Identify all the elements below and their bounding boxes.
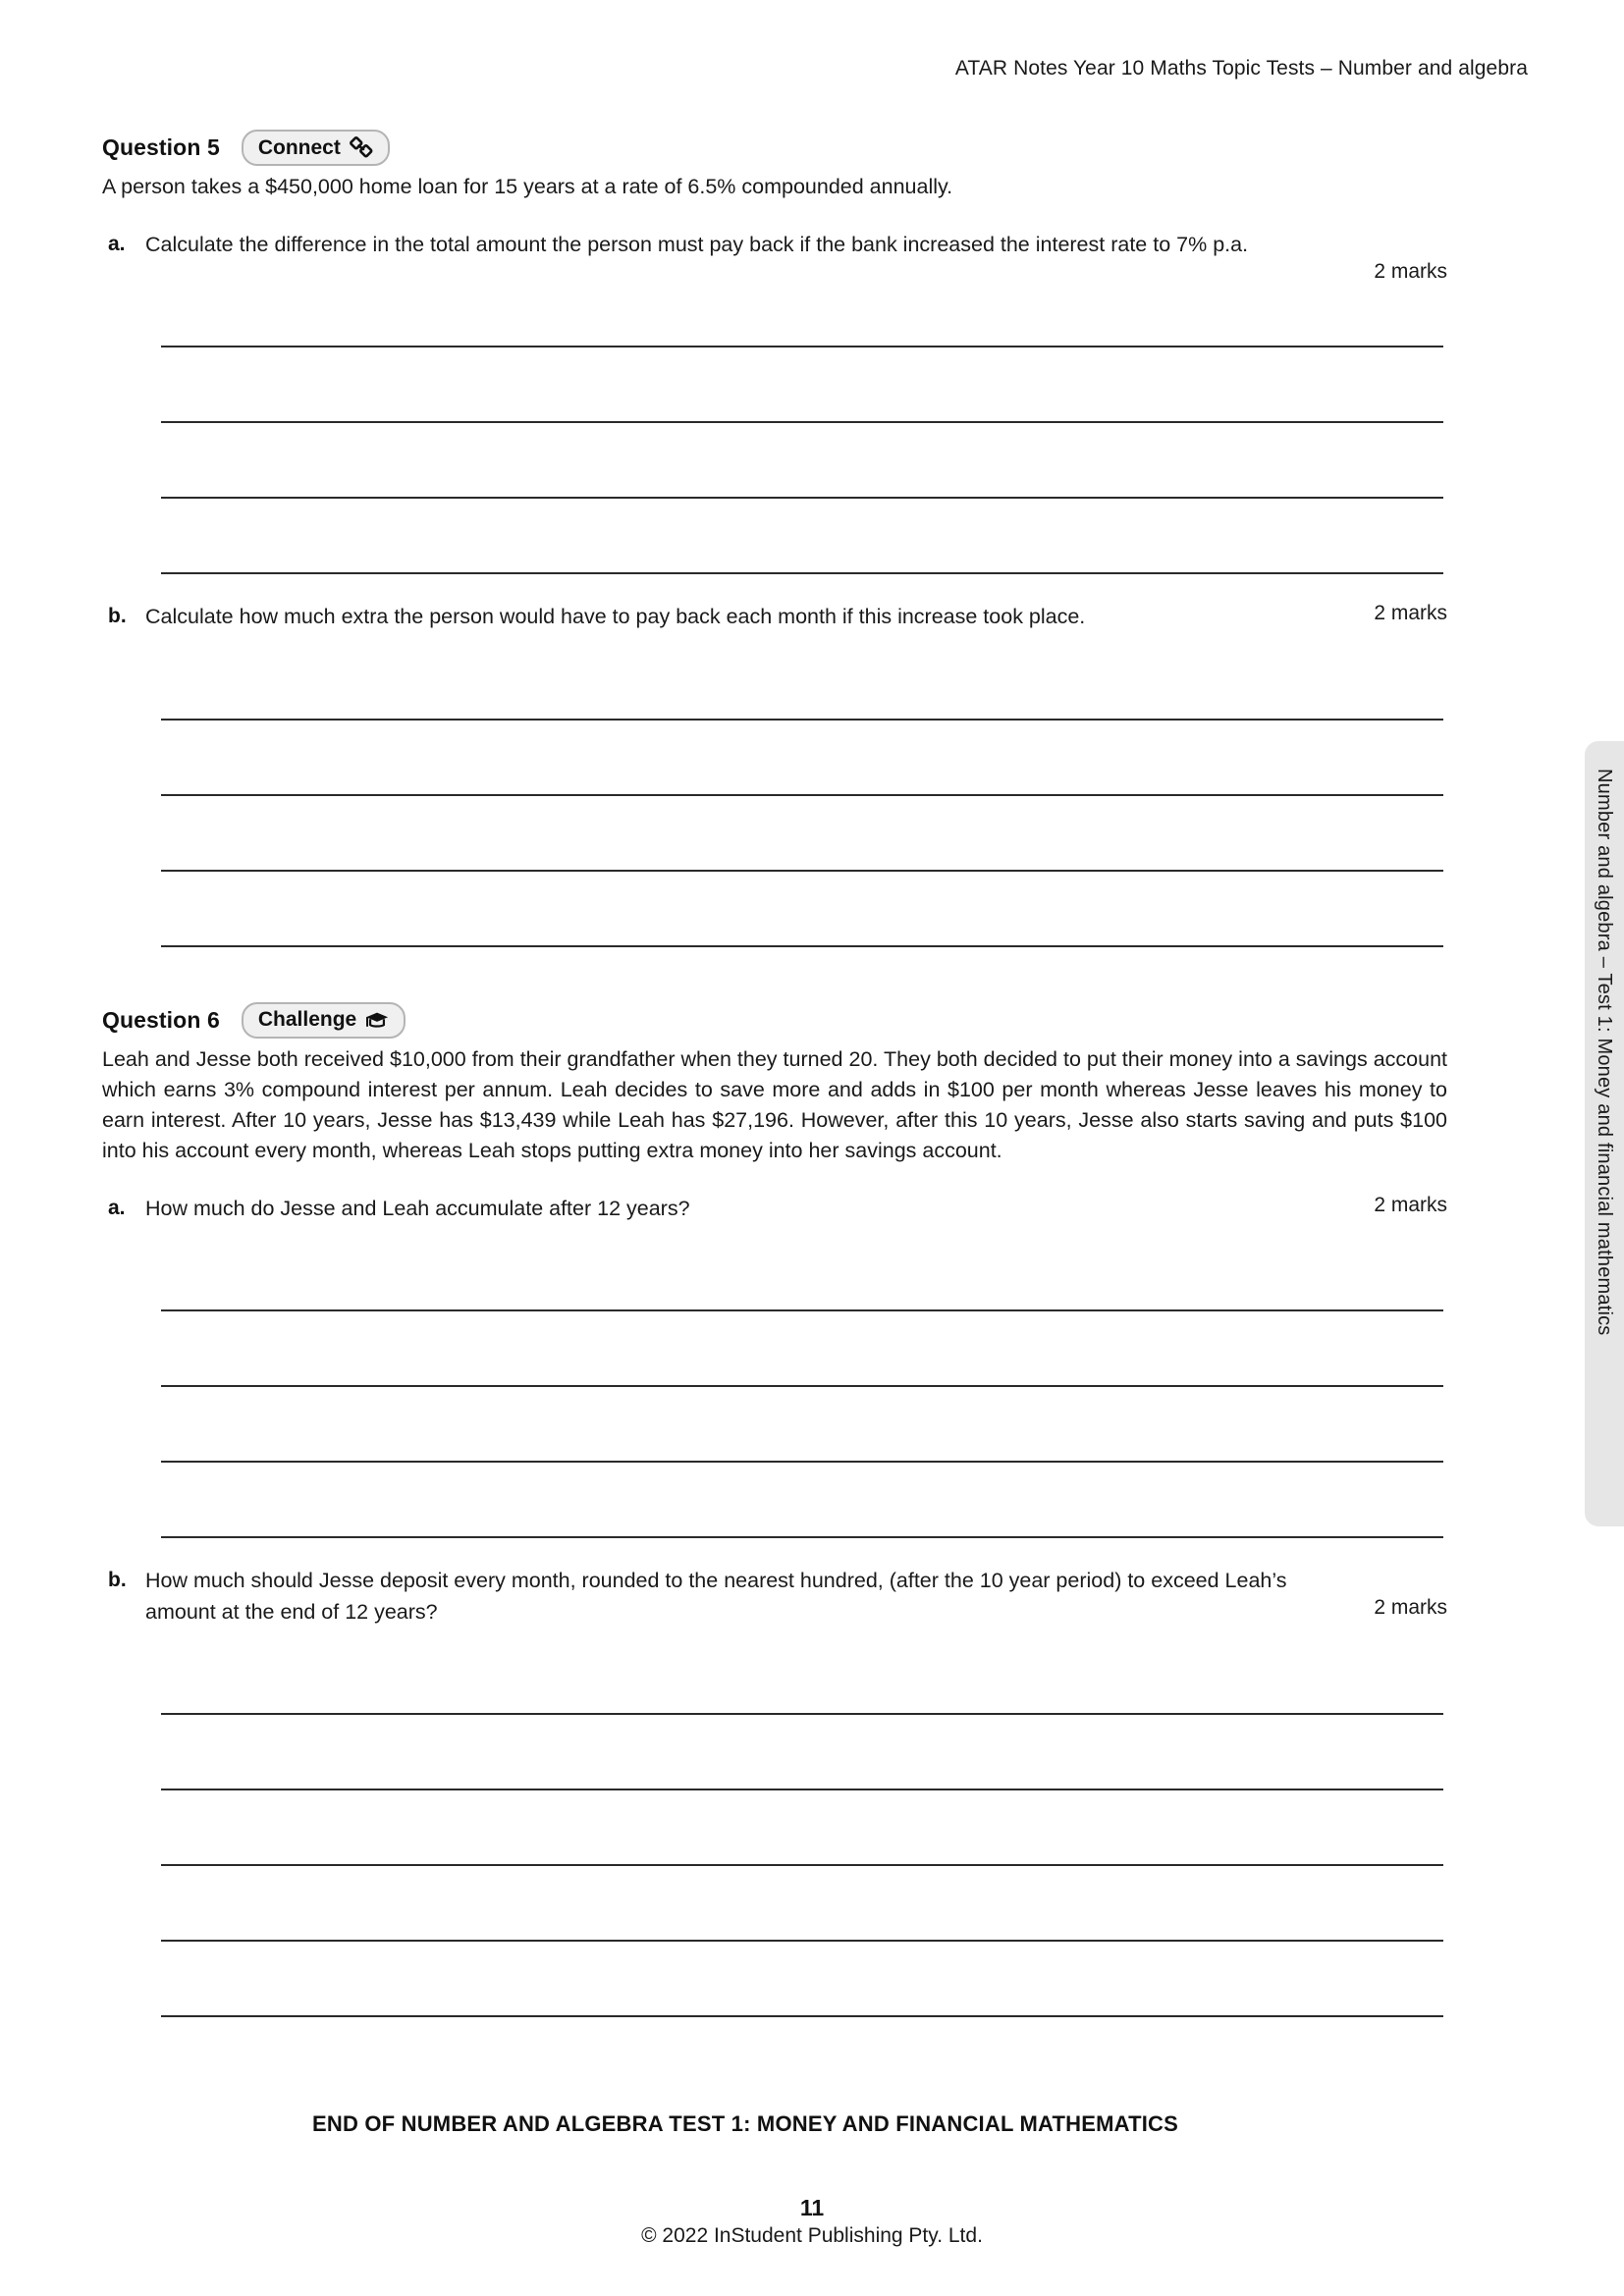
side-tab-label: Number and algebra – Test 1: Money and financial mathematics bbox=[1594, 769, 1616, 1336]
answer-line[interactable] bbox=[161, 1715, 1443, 1790]
side-tab bbox=[1585, 741, 1624, 1526]
end-of-test-notice: END OF NUMBER AND ALGEBRA TEST 1: MONEY AND FINANCIAL MATHEMATICS bbox=[312, 2110, 1178, 2136]
answer-line[interactable] bbox=[161, 1311, 1443, 1387]
answer-line[interactable] bbox=[161, 499, 1443, 574]
answer-line[interactable] bbox=[161, 1236, 1443, 1311]
question-5-part-b bbox=[102, 602, 1447, 632]
part-body bbox=[145, 602, 1447, 632]
marks-label: 2 marks bbox=[1374, 1596, 1447, 1620]
challenge-badge[interactable] bbox=[242, 1002, 406, 1039]
answer-line[interactable] bbox=[161, 1463, 1443, 1538]
part-label: b. bbox=[108, 1569, 127, 1592]
answer-line[interactable] bbox=[161, 1942, 1443, 2017]
answer-lines-5b[interactable] bbox=[161, 645, 1443, 947]
question-5-title: Question 5 bbox=[102, 134, 220, 160]
connect-badge[interactable] bbox=[242, 130, 390, 166]
answer-line[interactable] bbox=[161, 1790, 1443, 1866]
page-number: 11 bbox=[799, 2194, 825, 2220]
copyright-notice: © 2022 InStudent Publishing Pty. Ltd. bbox=[641, 2223, 983, 2247]
answer-line[interactable] bbox=[161, 721, 1443, 796]
link-icon bbox=[350, 136, 373, 158]
part-body bbox=[145, 230, 1447, 284]
question-6-stem: Leah and Jesse both received $10,000 from their grandfather when they turned 20. They both decided to put their money into a savings account which earns 3% compound interest per annum. Leah decides to save more and adds in $100 per month whereas Jesse leaves his money to earn interest. After 10 years, Jesse has $13,439 while Leah has $27,196. However, after this 10 years, Jesse also starts saving and puts $100 into his account every month, whereas Leah stops putting extra money into her savings account. bbox=[102, 1046, 1447, 1163]
answer-lines-5a[interactable] bbox=[161, 272, 1443, 574]
answer-line[interactable] bbox=[161, 272, 1443, 347]
part-body bbox=[145, 1194, 1447, 1224]
part-text: Calculate the difference in the total amount the person must pay back if the bank increased the interest rate to 7% p.a. bbox=[145, 233, 1249, 257]
marks-label: 2 marks bbox=[1374, 260, 1447, 284]
part-body bbox=[145, 1566, 1447, 1627]
answer-line[interactable] bbox=[161, 1387, 1443, 1463]
question-6-part-b bbox=[102, 1566, 1447, 1627]
question-5-heading-row bbox=[102, 130, 1447, 166]
part-text: How much should Jesse deposit every month, rounded to the nearest hundred, (after the 10 year period) to exceed Leah’s amount at the end of 12 years? bbox=[145, 1569, 1287, 1624]
connect-badge-label: Connect bbox=[257, 135, 341, 159]
challenge-badge-label: Challenge bbox=[257, 1008, 357, 1032]
part-label: b. bbox=[108, 605, 127, 628]
page-footer bbox=[0, 2194, 1624, 2249]
question-block-5 bbox=[102, 130, 1447, 947]
answer-lines-6a[interactable] bbox=[161, 1236, 1443, 1538]
part-label: a. bbox=[108, 233, 126, 256]
part-label: a. bbox=[108, 1197, 126, 1220]
part-text: How much do Jesse and Leah accumulate after 12 years? bbox=[145, 1197, 690, 1221]
answer-line[interactable] bbox=[161, 423, 1443, 499]
answer-line[interactable] bbox=[161, 645, 1443, 721]
answer-line[interactable] bbox=[161, 1866, 1443, 1942]
question-6-title: Question 6 bbox=[102, 1006, 220, 1033]
marks-label: 2 marks bbox=[1374, 602, 1447, 625]
page-content bbox=[102, 130, 1447, 2137]
question-5-part-a bbox=[102, 230, 1447, 284]
question-6-part-a bbox=[102, 1194, 1447, 1224]
part-text: Calculate how much extra the person would have to pay back each month if this increase took place. bbox=[145, 605, 1086, 629]
marks-label: 2 marks bbox=[1374, 1194, 1447, 1217]
answer-line[interactable] bbox=[161, 1639, 1443, 1715]
question-5-stem: A person takes a $450,000 home loan for 15 years at a rate of 6.5% compounded annually. bbox=[102, 175, 953, 198]
running-header: ATAR Notes Year 10 Maths Topic Tests – Number and algebra bbox=[954, 57, 1528, 80]
answer-line[interactable] bbox=[161, 796, 1443, 872]
answer-line[interactable] bbox=[161, 872, 1443, 947]
question-6-heading-row bbox=[102, 1002, 1447, 1039]
answer-line[interactable] bbox=[161, 347, 1443, 423]
graduation-cap-icon bbox=[365, 1009, 389, 1031]
answer-lines-6b[interactable] bbox=[161, 1639, 1443, 2017]
question-block-6 bbox=[102, 1002, 1447, 2017]
